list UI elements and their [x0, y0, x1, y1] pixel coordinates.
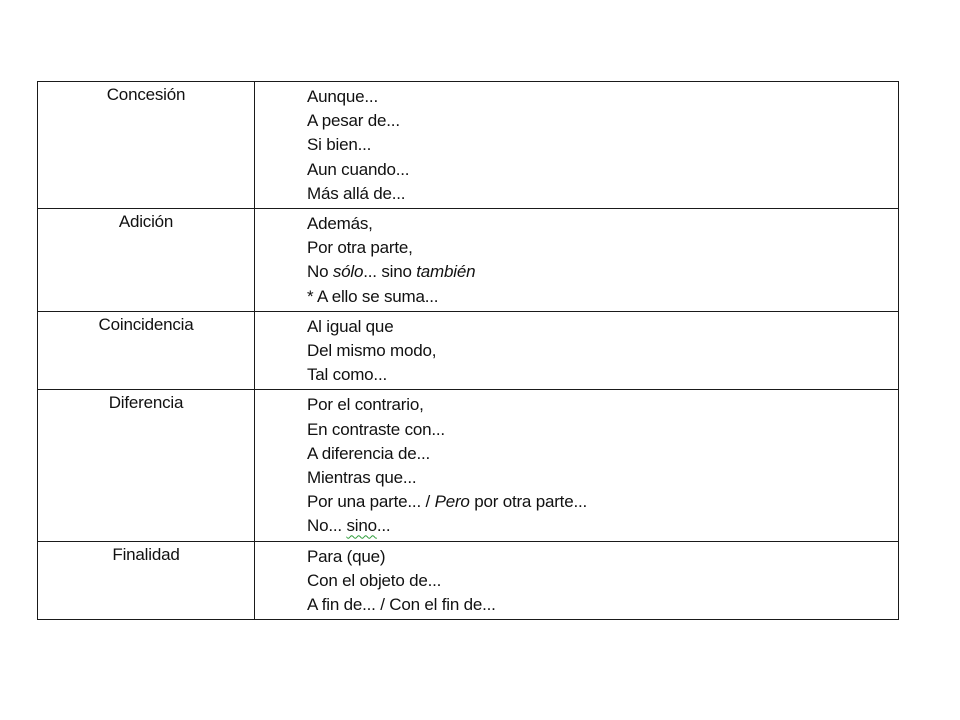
example-item: Del mismo modo, [307, 341, 437, 361]
category-cell [38, 390, 255, 541]
example-text: ... sino [363, 262, 417, 282]
examples-cell [255, 541, 899, 620]
table-row [38, 390, 899, 541]
examples-list [307, 209, 898, 311]
example-text: No [307, 262, 333, 282]
examples-list [307, 312, 898, 390]
emphasis-text: sólo [332, 262, 364, 282]
connectors-table [37, 81, 899, 620]
example-item: Tal como... [307, 365, 387, 385]
category-label: Coincidencia [98, 314, 194, 334]
example-text: No... [307, 516, 347, 536]
examples-cell [255, 311, 899, 390]
table-row [38, 209, 899, 312]
example-item: En contraste con... [307, 419, 445, 439]
category-label: Adición [118, 212, 174, 232]
category-cell [38, 209, 255, 312]
examples-cell [255, 390, 899, 541]
example-text: Por una parte... / [307, 492, 435, 512]
example-item: * A ello se suma... [307, 286, 439, 306]
example-item: Mientras que... [307, 468, 417, 488]
example-item: A fin de... / Con el fin de... [307, 595, 496, 615]
examples-list [307, 82, 898, 208]
example-item: Para (que) [307, 546, 386, 566]
example-text: ... [376, 516, 391, 536]
table-row [38, 311, 899, 390]
examples-list [307, 390, 898, 540]
category-label: Concesión [106, 85, 186, 104]
emphasis-text: también [416, 262, 476, 282]
category-cell [38, 311, 255, 390]
example-item: Aunque... [307, 87, 378, 106]
example-text: por otra parte... [469, 492, 588, 512]
category-cell [38, 541, 255, 620]
example-item: Además, [307, 214, 373, 234]
example-item: Más allá de... [307, 183, 406, 203]
category-label: Diferencia [108, 393, 184, 413]
example-item: Si bien... [307, 135, 372, 155]
examples-cell [255, 82, 899, 209]
example-item: A pesar de... [307, 111, 400, 131]
category-label: Finalidad [112, 544, 180, 564]
emphasis-text: Pero [434, 492, 470, 512]
example-item: Al igual que [307, 316, 394, 336]
example-item: A diferencia de... [307, 443, 431, 463]
category-cell [38, 82, 255, 209]
example-item [307, 260, 898, 284]
example-item: Por el contrario, [307, 395, 424, 415]
spellcheck-underlined-text: sino [346, 516, 377, 536]
example-item [307, 158, 898, 182]
table-row [38, 541, 899, 620]
example-item: Por otra parte, [307, 238, 413, 258]
example-text: Aun cuando... [307, 159, 410, 179]
example-item [307, 490, 898, 514]
example-item: Con el objeto de... [307, 570, 442, 590]
example-item [307, 514, 898, 538]
examples-list [307, 542, 898, 620]
examples-cell [255, 209, 899, 312]
table-row [38, 82, 899, 209]
